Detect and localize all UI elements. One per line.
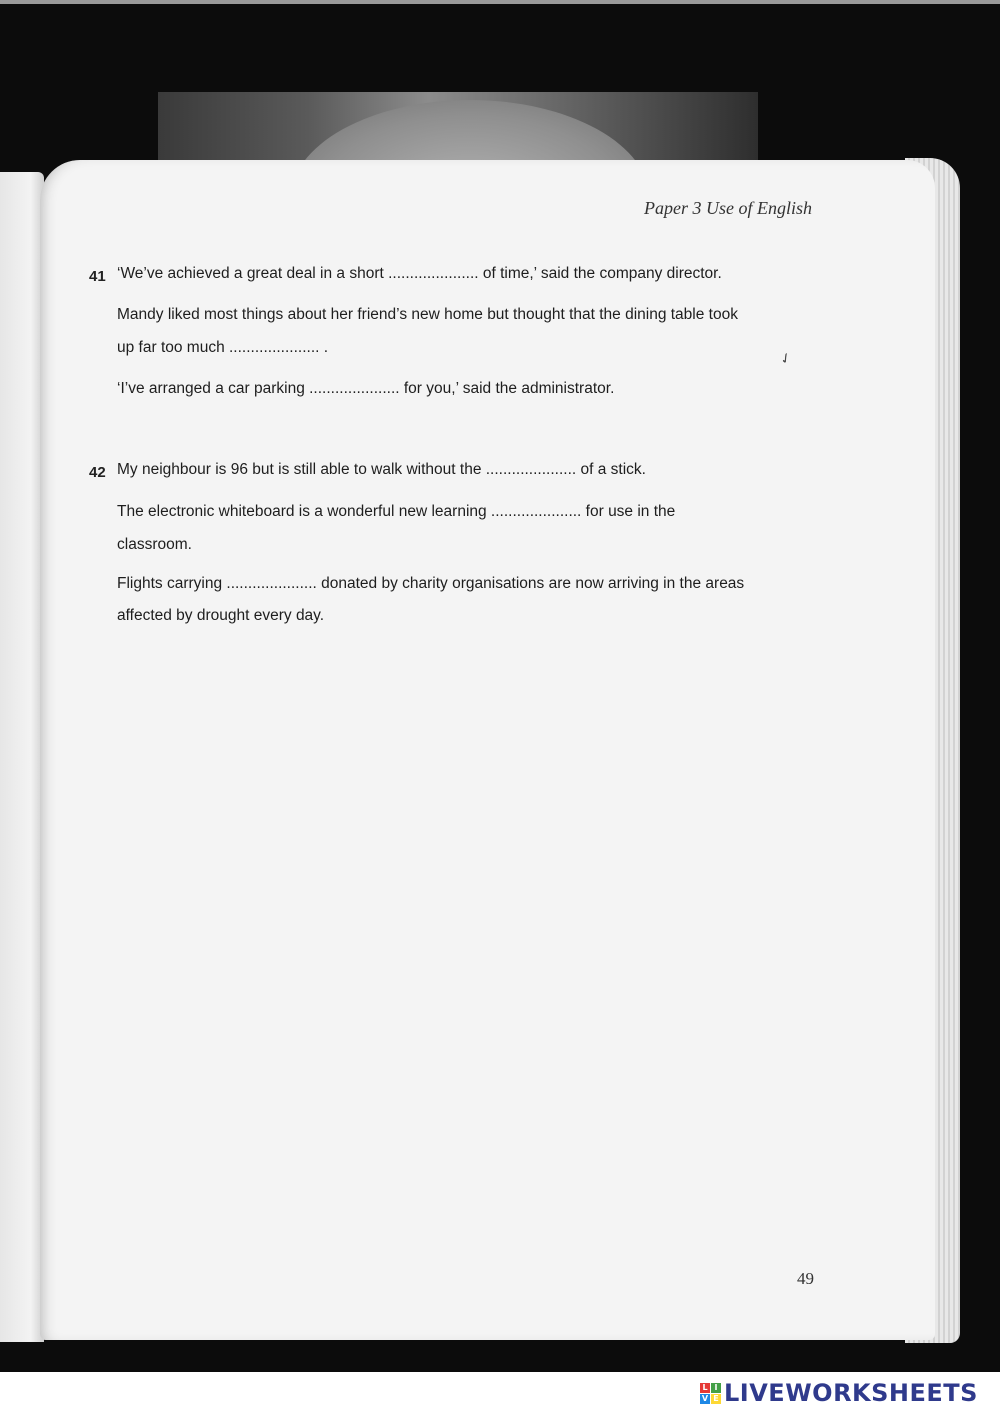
question-line: affected by drought every day. (117, 607, 325, 624)
left-page-edge (0, 172, 44, 1342)
pen-mark: ✓ (776, 348, 795, 368)
liveworksheets-brand: LIVEWORKSHEETS (724, 1379, 978, 1407)
running-header: Paper 3 Use of English (644, 198, 812, 218)
page-number: 49 (797, 1269, 814, 1288)
logo-letter: I (711, 1383, 721, 1393)
logo-letter: E (711, 1394, 721, 1404)
question-number: 41 (89, 268, 106, 285)
question-line: ‘I’ve arranged a car parking ..................... for you,’ said the administrator. (117, 380, 615, 397)
question-line: ‘We’ve achieved a great deal in a short ..................... of time,’ said the company director. (117, 265, 722, 282)
logo-letter: V (701, 1394, 709, 1403)
question-line: The electronic whiteboard is a wonderful new learning ..................... for use in the (117, 503, 676, 520)
question-line: Flights carrying ..................... donated by charity organisations are now arriving in the areas (117, 575, 745, 592)
logo-grid-icon (700, 1383, 721, 1404)
question-line: up far too much ..................... . (117, 339, 329, 356)
question-number: 42 (89, 464, 106, 481)
book-page (40, 160, 935, 1340)
scan-top-edge (0, 0, 1000, 4)
liveworksheets-logo (700, 1380, 978, 1406)
question-line: Mandy liked most things about her friend’s new home but thought that the dining table took (117, 306, 738, 323)
logo-letter: L (700, 1383, 710, 1393)
question-line: classroom. (117, 536, 192, 553)
question-line: My neighbour is 96 but is still able to walk without the ..................... of a stick. (117, 461, 646, 478)
